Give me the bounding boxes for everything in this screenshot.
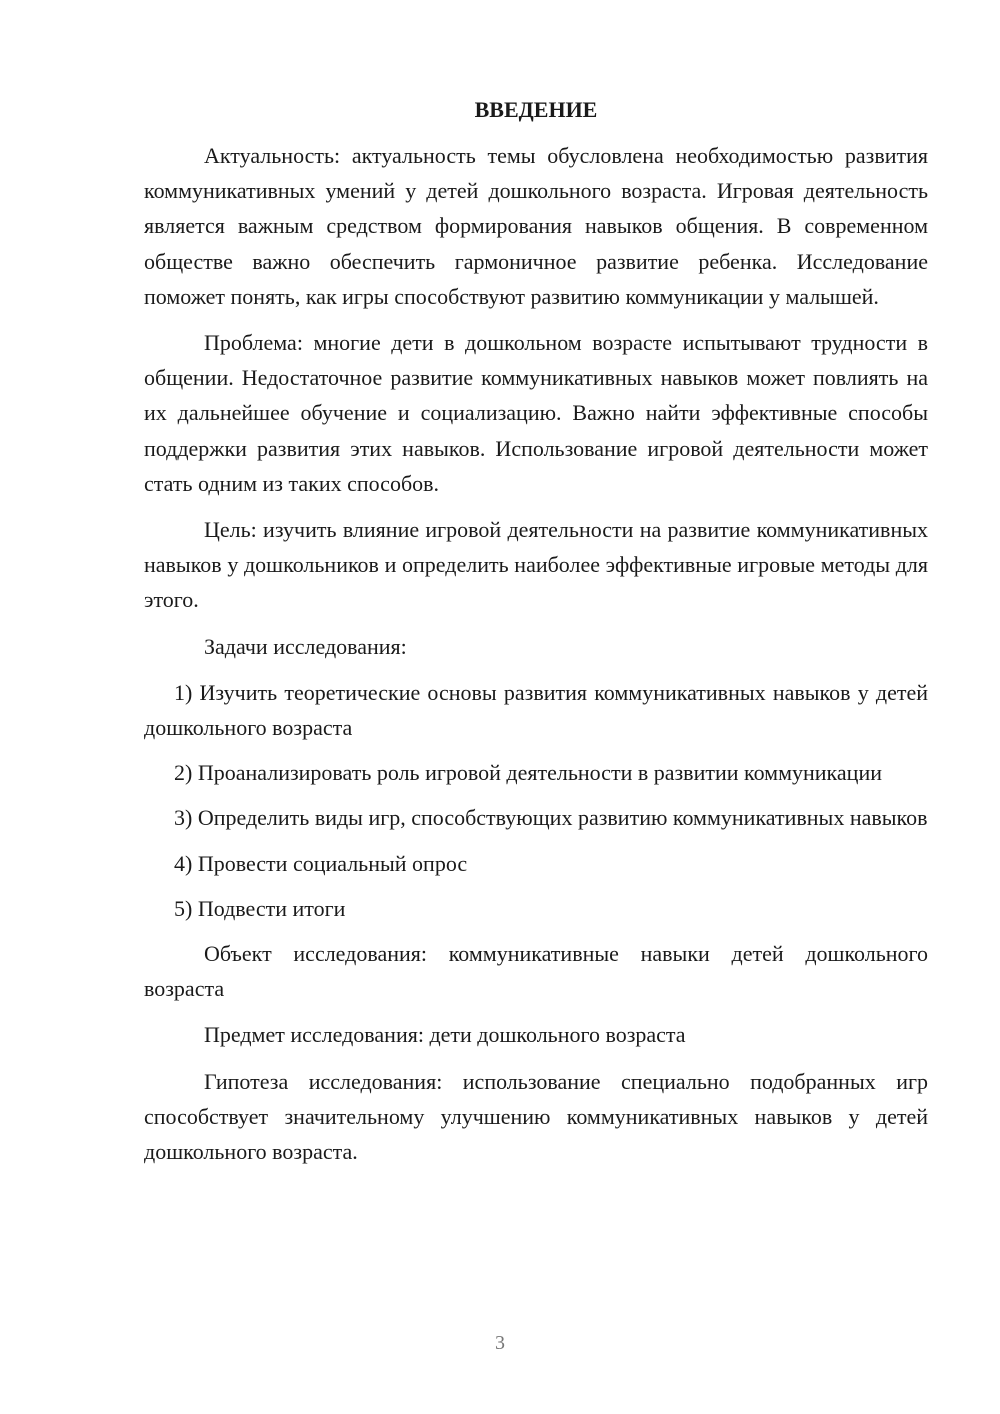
hypothesis-paragraph: Гипотеза исследования: использование специально подобранных игр способствует значительному улучшению коммуникативных навыков у детей дошкольного возраста. [144, 1068, 928, 1165]
object-paragraph: Объект исследования: коммуникативные навыки детей дошкольного возраста [144, 941, 928, 1002]
subject-paragraph: Предмет исследования: дети дошкольного возраста [204, 1022, 686, 1048]
goal-paragraph: Цель: изучить влияние игровой деятельности на развитие коммуникативных навыков у дошкольников и определить наиболее эффективные игровые методы для этого. [144, 517, 928, 613]
task-item-1: 1) Изучить теоретические основы развития коммуникативных навыков у детей дошкольного возраста [144, 679, 928, 741]
page-title: ВВЕДЕНИЕ [474, 97, 598, 122]
task-item-2: 2) Проанализировать роль игровой деятельности в развитии коммуникации [174, 760, 882, 786]
problem-paragraph: Проблема: многие дети в дошкольном возрасте испытывают трудности в общении. Недостаточное развитие коммуникативных навыков может повлиять на их дальнейшее обучение и социализацию. Важно найти эффективные способы поддержки развития этих навыков. Использование игровой деятельности может стать одним из таких способов. [144, 330, 928, 496]
task-item-3: 3) Определить виды игр, способствующих развитию коммуникативных навыков [174, 805, 928, 831]
relevance-paragraph: Актуальность: актуальность темы обусловлена необходимостью развития коммуникативных умений у детей дошкольного возраста. Игровая деятельность является важным средством формирования навыков общения. В современном обществе важно обеспечить гармоничное развитие ребенка. Исследование поможет понять, как игры способствуют развитию коммуникации у малышей. [144, 143, 928, 309]
tasks-heading: Задачи исследования: [204, 633, 407, 659]
document-page [144, 92, 928, 1180]
task-item-5: 5) Подвести итоги [174, 895, 346, 921]
page-number: 3 [495, 1332, 505, 1354]
task-item-4: 4) Провести социальный опрос [174, 850, 468, 876]
